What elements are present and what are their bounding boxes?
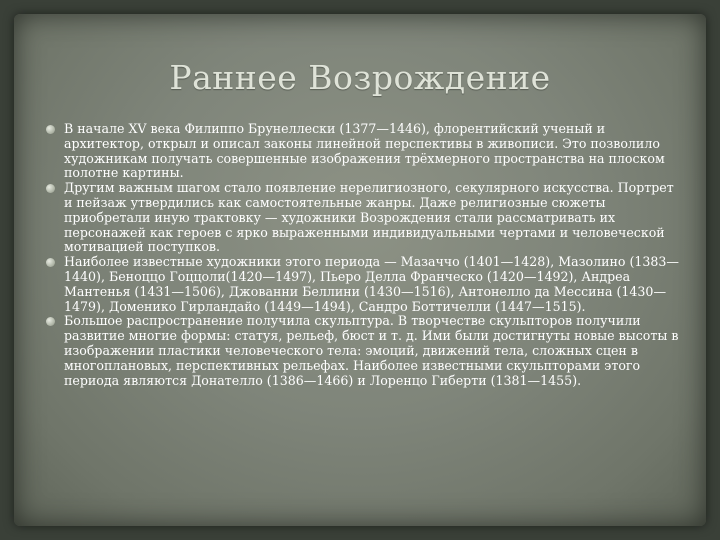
bullet-item	[44, 181, 684, 255]
slide-title: Раннее Возрождение	[169, 58, 551, 97]
bullet-text: Большое распространение получила скульптура. В творчестве скульпторов получили развитие многие формы: статуя, рельеф, бюст и т. д. Ими были достигнуты новые высоты в изображении пластики человеческого тела: эмоций, движений тела, сложных сцен в многоплановых, перспективных рельефах. Наиболее известными скульпторами этого периода являются Донателло (1386—1466) и Лоренцо Гиберти (1381—1455).	[64, 313, 679, 388]
bullet-item	[44, 122, 684, 181]
bullet-item	[44, 314, 684, 388]
bullet-item	[44, 255, 684, 314]
bullet-text: В начале XV века Филиппо Брунеллески (1377—1446), флорентийский ученый и архитектор, открыл и описал законы линейной перспективы в живописи. Это позволило художникам получать совершенные изображения трёхмерного пространства на плоском полотне картины.	[64, 121, 665, 181]
bullet-dot-icon	[46, 258, 55, 267]
bullet-list	[44, 122, 684, 388]
bullet-text: Другим важным шагом стало появление нерелигиозного, секулярного искусства. Портрет и пейзаж утвердились как самостоятельные жанры. Даже религиозные сюжеты приобретали иную трактовку — художники Возрождения стали рассматривать их персонажей как героев с ярко выраженными индивидуальными чертами и человеческой мотивацией поступков.	[64, 180, 674, 255]
bullet-dot-icon	[46, 184, 55, 193]
bullet-text: Наиболее известные художники этого периода — Мазаччо (1401—1428), Мазолино (1383—1440), Беноццо Гоццоли(1420—1497), Пьеро Делла Франческо (1420—1492), Андреа Мантенья (1431—1506), Джованни Беллини (1430—1516), Антонелло да Мессина (1430—1479), Доменико Гирландайо (1449—1494), Сандро Боттичелли (1447—1515).	[64, 254, 680, 314]
bullet-dot-icon	[46, 125, 55, 134]
bullet-dot-icon	[46, 317, 55, 326]
